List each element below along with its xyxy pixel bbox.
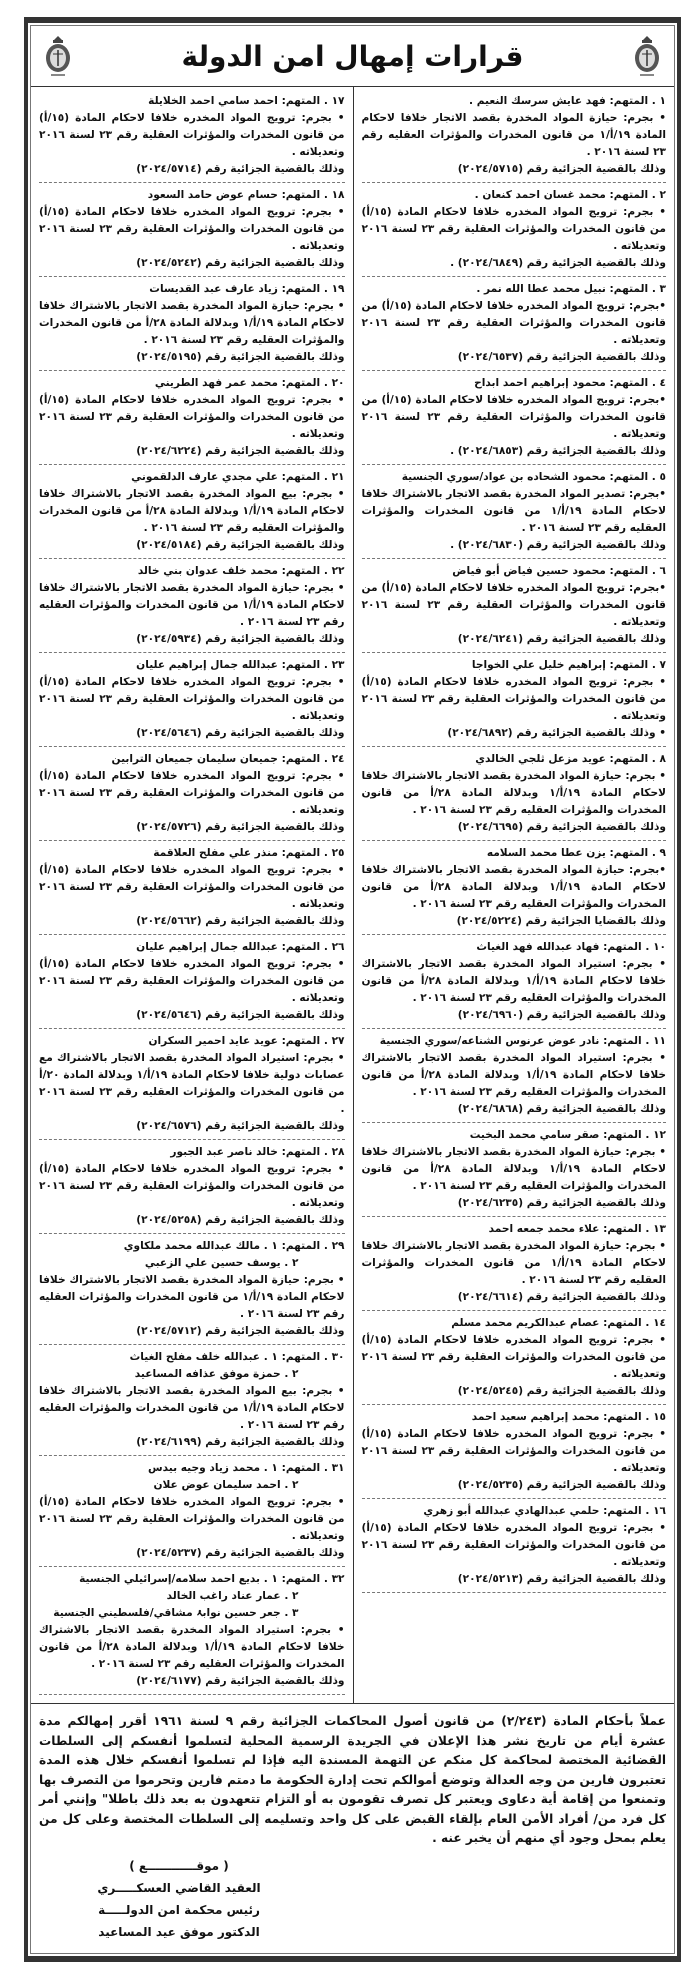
accused-heading: ٢٠ . المتهم: محمد عمر فهد الطريني [154,377,345,389]
court-emblem-icon [632,34,662,78]
page-title: قرارات إمهال امن الدولة [181,39,524,73]
accused-heading: ١٩ . المتهم: زياد عارف عبد القديسات [149,283,345,295]
case-number: وذلك بالقضية الجزائية رقم (٢٠٢٤/٥١٩٥) [136,351,345,363]
charge-text: • بجرم: ترويج المواد المخدره خلافا لاحكام المادة (١٥/أ) من قانون المخدرات والمؤثرات العقلية رقم ٢٣ لسنة ٢٠١٦ وتعديلاته . [39,676,345,722]
dashed-divider [362,1310,667,1311]
notice-paragraph: عملاً بأحكام المادة (٢/٢٤٣) من قانون أصول المحاكمات الجزائية رقم ٩ لسنة ١٩٦١ أقرر إمهالكم مدة عشرة أيام من تاريخ نشر هذا الإعلان في الجريدة الرسمية المحلية لتسلموا أنفسكم إلى السلطات القضائية المختصة لمحاكمة كل منكم عن التهمة المسندة اليه فإذا لم تسلموا أنفسكم خلال هذه المدة تعتبرون فارين من وجه العدالة وتوضع أموالكم تحت إدارة الحكومة ما دمتم فارين وتحرموا من التصرف بها وتمنعوا من إقامة أية دعاوى ويعتبر كل تصرف تقومون به أو التزام تتعهدون به بعد ذلك باطلا" وإنني أمر كل فرد من/ أفراد الأمن العام بإلقاء القبض على كل واحد وتسليمه إلى السلطات المختصة وعلى كل من يعلم بمحل وجود أي منهم أن يخبر عنه . [39,1714,666,1845]
accused-heading: ٨ . المتهم: عويد مزعل ثلجي الخالدي [475,753,666,765]
accused-heading: ٢٣ . المتهم: عبدالله جمال إبراهيم عليان [136,659,345,671]
accused-entry [362,375,667,465]
dashed-divider [39,1344,345,1345]
charge-text: • بجرم: حيازة المواد المخدرة بقصد الاتجار بالاشتراك خلافا لاحكام المادة ١٩/أ/١ وبدلالة المادة ٢٨/أ من قانون المخدرات والمؤثرات العقليه رقم ٢٣ لسنة ٢٠١٦ . [361,770,666,816]
accused-heading: ١٨ . المتهم: حسام عوض حامد السعود [147,189,345,201]
charge-text: • بجرم: ترويج المواد المخدره خلافا لاحكام المادة (١٥/أ) من قانون المخدرات والمؤثرات العقلية رقم ٢٣ لسنة ٢٠١٦ وتعديلاته . [361,676,666,722]
charge-text: • بجرم: ترويج المواد المخدره خلافا لاحكام المادة (١٥/أ) من قانون المخدرات والمؤثرات العقلية رقم ٢٣ لسنة ٢٠١٦ وتعديلاته . [39,1163,345,1209]
dashed-divider [362,1122,667,1123]
accused-heading: ٣٠ . المتهم: ١ . عبدالله خلف مفلح الغياث [129,1351,345,1363]
accused-entry [362,751,667,841]
case-number: وذلك بالقضية الجزائية رقم (٢٠٢٤/٦٦٩٥) [457,821,666,833]
accused-entry [39,1571,345,1695]
charge-text: • بجرم: حيازة المواد المخدرة بقصد الاتجار بالاشتراك خلافا لاحكام المادة ١٩/أ/١ من قانون المخدرات والمؤثرات العقليه رقم ٢٣ لسنة ٢٠١٦ . [39,1274,345,1320]
accused-entry [39,375,345,465]
accused-heading: ٢١ . المتهم: علي مجدي عارف الدلقموني [131,471,345,483]
dashed-divider [362,1592,667,1593]
accused-heading: ٢٨ . المتهم: خالد ناصر عبد الجبور [170,1146,345,1158]
accused-entry [39,751,345,841]
signer-rank: العقيد القاضي العسكـــــري [97,1880,261,1895]
charge-text: • بجرم: ترويج المواد المخدره خلافا لاحكام المادة (١٥/أ) من قانون المخدرات والمؤثرات العقلية رقم ٢٣ لسنة ٢٠١٦ وتعديلاته . [39,1496,345,1542]
charge-text: • بجرم: استيراد المواد المخدرة بقصد الاتجار بالاشتراك خلافا لاحكام المادة ١٩/أ/١ وبدلالة المادة ٢٨/أ من قانون المخدرات والمؤثرات العقليه رقم ٢٣ لسنة ٢٠١٦ . [361,958,666,1004]
dashed-divider [39,1233,345,1234]
accused-entry [362,1221,667,1311]
case-number: وذلك بالقضية الجزائية رقم (٢٠٢٤/٥٢٤٥) [457,1385,666,1397]
case-number: وذلك بالقضية الجزائية رقم (٢٠٢٤/٦٨٣٠) . [450,539,666,551]
charge-text: •بجرم: ترويج المواد المخدره خلافا لاحكام المادة (١٥/أ) من قانون المخدرات والمؤثرات العقلية رقم ٢٣ لسنة ٢٠١٦ وتعديلاته . [361,582,666,628]
dashed-divider [39,652,345,653]
case-number: وذلك بالقضية الجزائية رقم (٢٠٢٤/٥٢٣٧) [136,1547,345,1559]
accused-heading: ٦ . المتهم: محمود حسين فياض أبو فياض [452,565,666,577]
charge-text: • بجرم: حيازة المواد المخدرة بقصد الاتجار بالاشتراك خلافا لاحكام المادة ١٩/أ/١ وبدلالة المادة ٢٨/أ من قانون المخدرات والمؤثرات العقليه رقم ٢٣ لسنة ٢٠١٦ . [39,300,345,346]
accused-entry [362,563,667,653]
case-number: وذلك بالقضية الجزائية رقم (٢٠٢٤/٥٢١٣) [457,1573,666,1585]
dashed-divider [39,1694,345,1695]
accused-heading: ٢٢ . المتهم: محمد خلف عدوان بني خالد [137,565,345,577]
accused-heading: ٢٧ . المتهم: عويد عايد احمير السكران [148,1035,345,1047]
accused-heading: ١٥ . المتهم: محمد إبراهيم سعيد احمد [471,1411,666,1423]
accused-heading: ٢ . المتهم: محمد غسان احمد كنعان . [474,189,666,201]
charge-text: • بجرم: حيازة المواد المخدرة بقصد الاتجار بالاشتراك خلافا لاحكام المادة ١٩/أ/١ وبدلالة المادة ٢٨/أ من قانون المخدرات والمؤثرات العقليه رقم ٢٣ لسنة ٢٠١٦ . [361,1146,666,1192]
case-number: وذلك بالقضية الجزائية رقم (٢٠٢٤/٦٢٤١) [457,633,666,645]
case-number: وذلك بالقضية الجزائية رقم (٢٠٢٤/٦٢٣٥) [457,1197,666,1209]
accused-extra-name: ٢ . حمزة موفق عذافه المساعيد [134,1368,299,1380]
dashed-divider [39,1139,345,1140]
accused-heading: ١ . المتهم: فهد عايش سرسك النعيم . [469,95,666,107]
charge-text: • بجرم: ترويج المواد المخدره خلافا لاحكام المادة (١٥/أ) من قانون المخدرات والمؤثرات العقلية رقم ٢٣ لسنة ٢٠١٦ وتعديلاته . [39,770,345,816]
case-number: وذلك بالقضية الجزائية رقم (٢٠٢٤/٥١٨٤) [136,539,345,551]
left-column [31,87,353,1703]
accused-heading: ٥ . المتهم: محمود الشحاده بن عواد/سوري الجنسية [401,471,666,483]
charge-text: • بجرم: ترويج المواد المخدره خلافا لاحكام المادة (١٥/أ) من قانون المخدرات والمؤثرات العقلية رقم ٢٣ لسنة ٢٠١٦ وتعديلاته . [39,206,345,252]
accused-entry [39,187,345,277]
accused-heading: ٣١ . المتهم: ١ . محمد زياد وجيه بيدس [148,1462,345,1474]
accused-entry [362,1033,667,1123]
accused-extra-name: ٢ . احمد سليمان عوض علان [153,1479,299,1491]
accused-entry [39,469,345,559]
dashed-divider [39,182,345,183]
accused-entry [39,939,345,1029]
dashed-divider [39,276,345,277]
notice-footer [31,1703,674,1953]
notice-inner [30,25,675,1954]
accused-entry [362,187,667,277]
accused-entry [362,939,667,1029]
accused-extra-name: ٢ . يوسف حسين علي الزعبي [144,1257,299,1269]
charge-text: • بجرم: بيع المواد المخدرة بقصد الاتجار بالاشتراك خلافا لاحكام المادة ١٩/أ/١ وبدلالة المادة ٢٨/أ من قانون المخدرات والمؤثرات العقليه رقم ٢٣ لسنة ٢٠١٦ . [39,488,345,534]
dashed-divider [362,558,667,559]
accused-heading: ١٧ . المتهم: احمد سامي احمد الخلايلة [148,95,345,107]
accused-entry [39,1238,345,1345]
accused-entry [39,93,345,183]
case-number: وذلك بالقضية الجزائية رقم (٢٠٢٤/٦٥٧٦) [136,1120,345,1132]
dashed-divider [362,746,667,747]
accused-entry [39,1144,345,1234]
dashed-divider [39,370,345,371]
charge-text: • بجرم: حيازة المواد المخدرة بقصد الاتجار خلافا لاحكام المادة ١٩/أ/١ من قانون المخدرات والمؤثرات العقليه رقم ٢٣ لسنة ٢٠١٦ . [361,112,666,158]
dashed-divider [39,558,345,559]
case-number: وذلك بالقضية الجزائية رقم (٢٠٢٤/٦٥٣٧) [457,351,666,363]
case-number: وذلك بالقضية الجزائية رقم (٢٠٢٤/٥٢٥٨) [136,1214,345,1226]
dashed-divider [362,182,667,183]
accused-heading: ٢٩ . المتهم: ١ . مالك عبدالله محمد ملكاوي [123,1240,345,1252]
charge-text: •بجرم: تصدير المواد المخدرة بقصد الاتجار بالاشتراك خلافا لاحكام المادة ١٩/أ/١ من قانون المخدرات والمؤثرات العقليه رقم ٢٣ لسنة ٢٠١٦ . [361,488,666,534]
charge-text: • بجرم: بيع المواد المخدرة بقصد الاتجار بالاشتراك خلافا لاحكام المادة ١٩/أ/١ من قانون المخدرات والمؤثرات العقليه رقم ٢٣ لسنة ٢٠١٦ . [39,1385,345,1431]
case-number: وذلك بالقضية الجزائية رقم (٢٠٢٤/٥٦٦٢) [136,915,345,927]
case-number: وذلك بالقضية الجزائية رقم (٢٠٢٤/٥٧١٤) [136,163,345,175]
accused-entry [39,845,345,935]
dashed-divider [362,464,667,465]
accused-entry [39,1349,345,1456]
charge-text: • بجرم: ترويج المواد المخدره خلافا لاحكام المادة (١٥/أ) من قانون المخدرات والمؤثرات العقلية رقم ٢٣ لسنة ٢٠١٦ وتعديلاته . [361,1334,666,1380]
dashed-divider [362,370,667,371]
dashed-divider [362,1216,667,1217]
case-number: وذلك بالقضية الجزائية رقم (٢٠٢٤/٦٩٦٠) [457,1009,666,1021]
case-number: وذلك بالقضايا الجزائية رقم (٢٠٢٤/٥٢٢٤) [456,915,666,927]
right-column [353,87,675,1703]
accused-heading: ٢٤ . المتهم: جميعان سليمان جميعان الترابين [111,753,345,765]
accused-heading: ١٢ . المتهم: صقر سامي محمد البخيت [469,1129,666,1141]
accused-entry [362,1503,667,1593]
case-number: وذلك بالقضية الجزائية رقم (٢٠٢٤/٦٨٤٩) . [450,257,666,269]
signed-label: ( موقــــــــــــع ) [129,1858,229,1873]
case-number: وذلك بالقضية الجزائية رقم (٢٠٢٤/٥٧١٥) [457,163,666,175]
case-number: وذلك بالقضية الجزائية رقم (٢٠٢٤/٥٧١٢) [136,1325,345,1337]
accused-entry [362,469,667,559]
case-number: وذلك بالقضية الجزائية رقم (٢٠٢٤/٥٢٣٥) [457,1479,666,1491]
case-number: وذلك بالقضية الجزائية رقم (٢٠٢٤/٦١٩٩) [136,1436,345,1448]
accused-heading: ٢٥ . المتهم: منذر علي مفلح العلاقمة [153,847,345,859]
case-number: وذلك بالقضية الجزائية رقم (٢٠٢٤/٥٢٤٢) [136,257,345,269]
case-number: وذلك بالقضية الجزائية رقم (٢٠٢٤/٥٧٢٦) [136,821,345,833]
accused-entry [362,281,667,371]
case-number: وذلك بالقضية الجزائية رقم (٢٠٢٤/٥٦٤٦) [136,1009,345,1021]
accused-entry [39,281,345,371]
accused-heading: ١٣ . المتهم: علاء محمد جمعه احمد [488,1223,666,1235]
dashed-divider [39,840,345,841]
signature-row [39,1855,666,1943]
dashed-divider [39,746,345,747]
case-number: وذلك بالقضية الجزائية رقم (٢٠٢٤/٥٩٣٤) [136,633,345,645]
dashed-divider [39,464,345,465]
dashed-divider [362,934,667,935]
accused-entry [362,845,667,935]
accused-entry [39,1460,345,1567]
dashed-divider [362,1404,667,1405]
charge-text: •بجرم: حيازة المواد المخدرة بقصد الاتجار بالاشتراك خلافا لاحكام المادة ١٩/أ/١ وبدلالة المادة ٢٨/أ من قانون المخدرات والمؤثرات العقليه رقم ٢٣ لسنة ٢٠١٦ . [361,864,666,910]
accused-heading: ٣ . المتهم: نبيل محمد عطا الله نمر . [476,283,666,295]
accused-heading: ١٤ . المتهم: عصام عبدالكريم محمد مسلم [451,1317,666,1329]
accused-entry [362,1127,667,1217]
charge-text: • بجرم: ترويج المواد المخدره خلافا لاحكام المادة (١٥/أ) من قانون المخدرات والمؤثرات العقلية رقم ٢٣ لسنة ٢٠١٦ وتعديلاته . [39,394,345,440]
accused-heading: ٧ . المتهم: إبراهيم خليل علي الخواجا [471,659,666,671]
dashed-divider [362,1028,667,1029]
court-emblem-icon [43,34,73,78]
dashed-divider [362,1498,667,1499]
title-bar [31,26,674,87]
dashed-divider [39,934,345,935]
accused-entry [362,1409,667,1499]
dashed-divider [39,1566,345,1567]
dashed-divider [362,652,667,653]
charge-text: • بجرم: حيازة المواد المخدرة بقصد الاتجار بالاشتراك خلافا لاحكام المادة ١٩/أ/١ من قانون المخدرات والمؤثرات العقليه رقم ٢٣ لسنة ٢٠١٦ . [39,582,345,628]
dashed-divider [39,1455,345,1456]
charge-text: • بجرم: استيراد المواد المخدرة بقصد الاتجار بالاشتراك خلافا لاحكام المادة ١٩/أ/١ وبدلالة المادة ٢٨/أ من قانون المخدرات والمؤثرات العقليه رقم ٢٣ لسنة ٢٠١٦ . [361,1052,666,1098]
charge-text: •بجرم: ترويج المواد المخدره خلافا لاحكام المادة (١٥/أ) من قانون المخدرات والمؤثرات العقلية رقم ٢٣ لسنة ٢٠١٦ وتعديلاته . [361,394,666,440]
accused-entry [362,657,667,747]
accused-extra-name: ٢ . عمار عناد راغب الخالد [166,1590,299,1602]
columns [31,87,674,1703]
notice-frame [24,17,681,1962]
accused-heading: ٢٦ . المتهم: عبدالله جمال إبراهيم عليان [136,941,345,953]
accused-heading: ١١ . المتهم: نادر عوض عرنوس الشناعه/سوري الجنسية [379,1035,666,1047]
case-number: وذلك بالقضية الجزائية رقم (٢٠٢٤/٦١٧٧) [136,1675,345,1687]
case-number: • وذلك بالقضية الجزائية رقم (٢٠٢٤/٦٨٩٢) [447,727,666,739]
case-number: وذلك بالقضية الجزائية رقم (٢٠٢٤/٥٦٤٦) [136,727,345,739]
accused-entry [39,1033,345,1140]
charge-text: • بجرم: ترويج المواد المخدره خلافا لاحكام المادة (١٥/أ) من قانون المخدرات والمؤثرات العقلية رقم ٢٣ لسنة ٢٠١٦ وتعديلاته . [361,206,666,252]
accused-heading: ٣٢ . المتهم: ١ . بديع احمد سلامه/إسرائيلي الجنسية [79,1573,345,1585]
accused-heading: ١٠ . المتهم: فهاد عبدالله فهد الغياث [476,941,666,953]
case-number: وذلك بالقضية الجزائية رقم (٢٠٢٤/٦٦١٤) [457,1291,666,1303]
accused-entry [362,1315,667,1405]
accused-heading: ٤ . المتهم: محمود إبراهيم احمد ابداح [474,377,666,389]
charge-text: • بجرم: استيراد المواد المخدرة بقصد الاتجار بالاشتراك مع عصابات دولية خلافا لاحكام المادة ١٩/أ/١ وبدلالة المادة ٢٠/أ من قانون المخدرات والمؤثرات العقليه رقم ٢٣ لسنة ٢٠١٦ . [39,1052,345,1115]
charge-text: • بجرم: ترويج المواد المخدره خلافا لاحكام المادة (١٥/أ) من قانون المخدرات والمؤثرات العقلية رقم ٢٣ لسنة ٢٠١٦ وتعديلاته . [39,958,345,1004]
accused-heading: ٩ . المتهم: يزن عطا محمد السلامه [486,847,666,859]
accused-entry [362,93,667,183]
case-number: وذلك بالقضية الجزائية رقم (٢٠٢٤/٦٨٦٨) [457,1103,666,1115]
charge-text: • بجرم: ترويج المواد المخدره خلافا لاحكام المادة (١٥/أ) من قانون المخدرات والمؤثرات العقلية رقم ٢٣ لسنة ٢٠١٦ وتعديلاته . [361,1428,666,1474]
dashed-divider [362,840,667,841]
accused-entry [39,657,345,747]
dashed-divider [362,276,667,277]
case-number: وذلك بالقضية الجزائية رقم (٢٠٢٤/٦٢٢٤) [136,445,345,457]
signer-position: رئيس محكمة امن الدولـــــة [98,1902,260,1917]
signer-name: الدكتور موفق عيد المساعيد [98,1924,260,1939]
accused-extra-name: ٣ . جعر حسين نوابۂ مشاقي/فلسطيني الجنسية [53,1607,299,1619]
charge-text: •بجرم: ترويج المواد المخدره خلافا لاحكام المادة (١٥/أ) من قانون المخدرات والمؤثرات العقلية رقم ٢٣ لسنة ٢٠١٦ وتعديلاته . [361,300,666,346]
charge-text: • بجرم: ترويج المواد المخدره خلافا لاحكام المادة (١٥/أ) من قانون المخدرات والمؤثرات العقلية رقم ٢٣ لسنة ٢٠١٦ وتعديلاته . [39,864,345,910]
charge-text: • بجرم: ترويج المواد المخدره خلافا لاحكام المادة (١٥/أ) من قانون المخدرات والمؤثرات العقلية رقم ٢٣ لسنة ٢٠١٦ وتعديلاته . [39,112,345,158]
charge-text: • بجرم: حيازة المواد المخدرة بقصد الاتجار بالاشتراك خلافا لاحكام المادة ١٩/أ/١ من قانون المخدرات والمؤثرات العقليه رقم ٢٣ لسنة ٢٠١٦ . [361,1240,666,1286]
charge-text: • بجرم: ترويج المواد المخدره خلافا لاحكام المادة (١٥/أ) من قانون المخدرات والمؤثرات العقلية رقم ٢٣ لسنة ٢٠١٦ وتعديلاته . [361,1522,666,1568]
dashed-divider [39,1028,345,1029]
case-number: وذلك بالقضية الجزائية رقم (٢٠٢٤/٦٨٥٣) . [450,445,666,457]
accused-heading: ١٦ . المتهم: حلمي عبدالهادي عبدالله أبو زهري [423,1505,666,1517]
charge-text: • بجرم: استيراد المواد المخدرة بقصد الاتجار بالاشتراك خلافا لاحكام المادة ١٩/أ/١ وبدلالة المادة ٢٨/أ من قانون المخدرات والمؤثرات العقليه رقم ٢٣ لسنة ٢٠١٦ . [39,1624,345,1670]
accused-entry [39,563,345,653]
signature-block [69,1855,289,1943]
